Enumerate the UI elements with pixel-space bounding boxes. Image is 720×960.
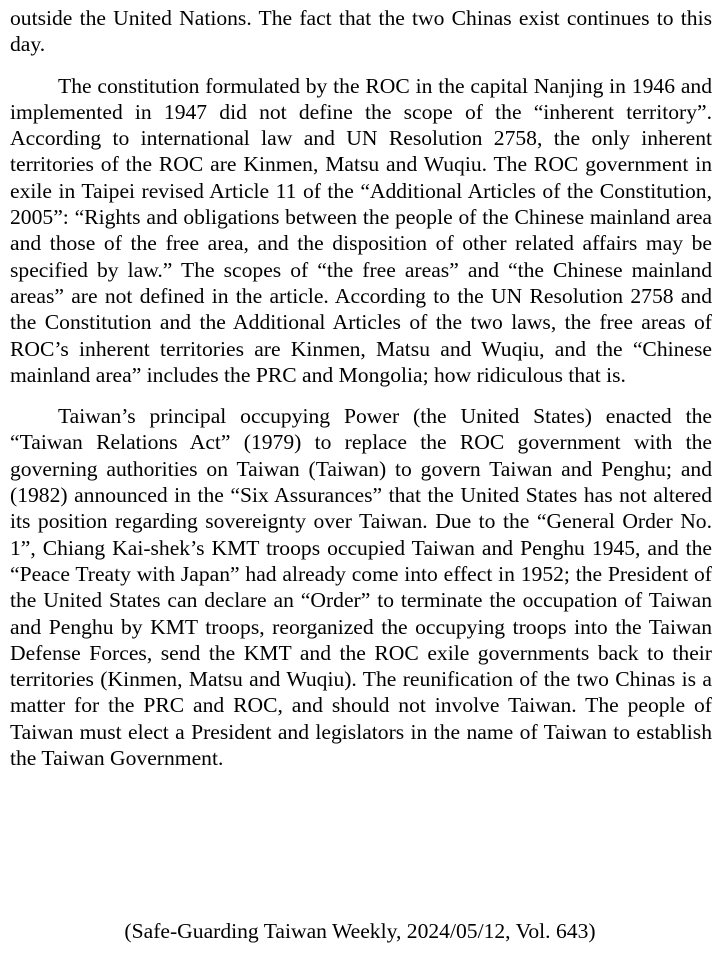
paragraph-gap: [10, 58, 712, 73]
paragraph-gap: [10, 388, 712, 403]
document-body: [10, 5, 712, 771]
paragraph-continuation: outside the United Nations. The fact that the two Chinas exist continues to this day.: [10, 6, 712, 57]
source-citation: (Safe-Guarding Taiwan Weekly, 2024/05/12, Vol. 643): [124, 919, 596, 943]
paragraph-constitution: The constitution formulated by the ROC in the capital Nanjing in 1946 and implemented in 1947 did not define the scope of the “inherent territory”. According to international law and UN Resolution 2758, the only inherent territories of the ROC are Kinmen, Matsu and Wuqiu. The ROC government in exile in Taipei revised Article 11 of the “Additional Articles of the Constitution, 2005”: “Rights and obligations between the people of the Chinese mainland area and those of the free area, and the disposition of other related affairs may be specified by law.” The scopes of “the free areas” and “the Chinese mainland areas” are not defined in the article. According to the UN Resolution 2758 and the Constitution and the Additional Articles of the two laws, the free areas of ROC’s inherent territories are Kinmen, Matsu and Wuqiu, and the “Chinese mainland area” includes the PRC and Mongolia; how ridiculous that is.: [10, 73, 712, 387]
paragraph-taiwan-relations: Taiwan’s principal occupying Power (the United States) enacted the “Taiwan Relations Act” (1979) to replace the ROC government with the governing authorities on Taiwan (Taiwan) to govern Taiwan and Penghu; and (1982) announced in the “Six Assurances” that the United States has not altered its position regarding sovereignty over Taiwan. Due to the “General Order No. 1”, Chiang Kai-shek’s KMT troops occupied Taiwan and Penghu 1945, and the “Peace Treaty with Japan” had already come into effect in 1952; the President of the United States can declare an “Order” to terminate the occupation of Taiwan and Penghu by KMT troops, reorganized the occupying troops into the Taiwan Defense Forces, send the KMT and the ROC exile governments back to their territories (Kinmen, Matsu and Wuqiu). The reunification of the two Chinas is a matter for the PRC and ROC, and should not involve Taiwan. The people of Taiwan must elect a President and legislators in the name of Taiwan to establish the Taiwan Government.: [10, 404, 712, 771]
